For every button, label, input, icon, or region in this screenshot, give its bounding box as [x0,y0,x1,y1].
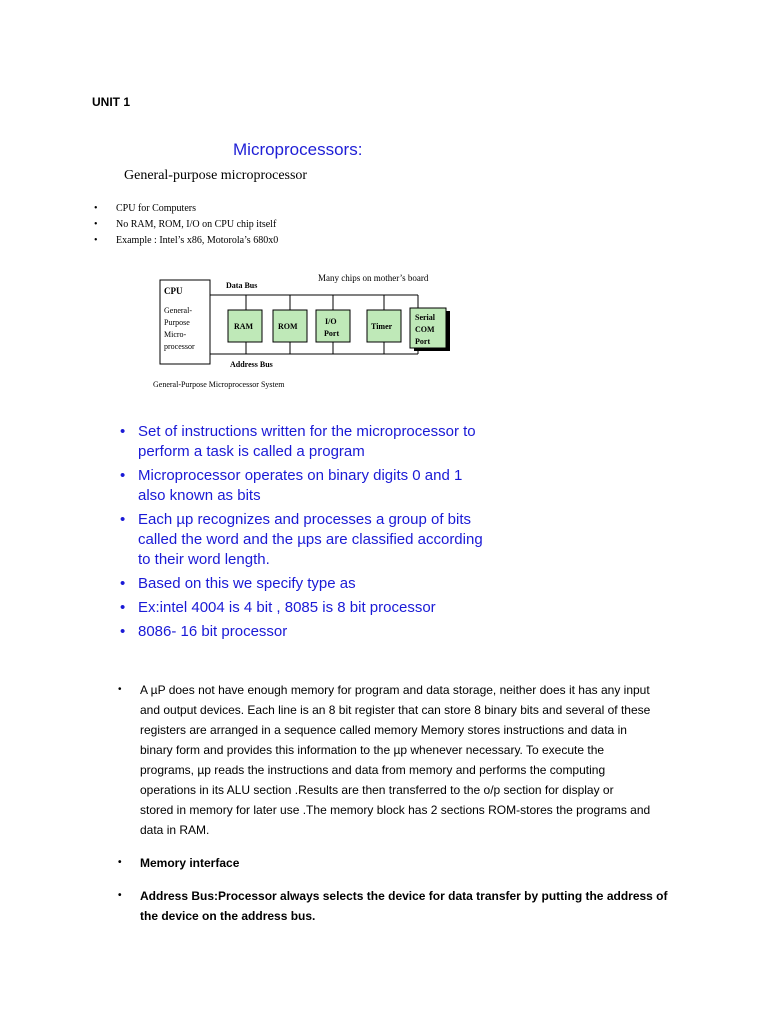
microprocessor-system-diagram [150,268,460,398]
ram-label: RAM [234,322,254,331]
io-label: I/O [325,317,337,326]
subtitle: General-purpose microprocessor [124,168,308,183]
list-item: • 8086- 16 bit processor [120,623,288,640]
blue-bullet-list [120,422,540,646]
list-item: • Based on this we specify type as [120,575,356,592]
small-bullet-list [94,201,278,249]
serial-label: COM [415,325,435,334]
list-item: • CPU for Computers [94,203,196,214]
io-label: Port [324,329,340,338]
list-item: • No RAM, ROM, I/O on CPU chip itself [94,219,277,230]
data-bus-label: Data Bus [226,281,258,290]
serial-label: Serial [415,313,435,322]
memory-paragraph: • A µP does not have enough memory for program and data storage, neither does it has any input and output devices. Each line is an 8 bit register that can store 8 binary bits and several of these registers are arranged in a sequence called memory Memory stores instructions and data in binary form and provides this information to the µp whenever necessary. To execute the programs, µp reads the instructions and data from memory and performs the computing operations in its ALU section .Results are then transferred to the o/p section for display or stored in memory for later use .The memory block has 2 sections ROM-stores the programs and data in RAM. [118,683,651,837]
diagram-caption: General-Purpose Microprocessor System [153,380,285,389]
list-item: • Each µp recognizes and processes a group of bits called the word and the µps are classified according to their word length. [120,511,483,568]
list-item: • Ex:intel 4004 is 4 bit , 8085 is 8 bit processor [120,599,436,616]
cpu-desc-line: processor [164,342,195,351]
diagram-top-note: Many chips on mother’s board [318,273,429,283]
cpu-title: CPU [164,286,183,296]
page-title: Microprocessors: [233,140,363,159]
cpu-desc-line: Micro- [164,330,187,339]
memory-interface-item: • Memory interface [118,856,240,870]
address-bus-item: • Address Bus:Processor always selects the device for data transfer by putting the address of the device on the address bus. [118,889,668,923]
unit-label: UNIT 1 [92,95,131,109]
cpu-desc-line: General- [164,306,192,315]
cpu-desc-line: Purpose [164,318,190,327]
address-bus-label: Address Bus [230,360,273,369]
list-item: • Example : Intel’s x86, Motorola’s 680x0 [94,235,279,246]
list-item: • Microprocessor operates on binary digits 0 and 1 also known as bits [120,467,463,504]
serial-label: Port [415,337,431,346]
list-item: • Set of instructions written for the microprocessor to perform a task is called a program [120,423,476,460]
rom-label: ROM [278,322,298,331]
timer-label: Timer [371,322,393,331]
